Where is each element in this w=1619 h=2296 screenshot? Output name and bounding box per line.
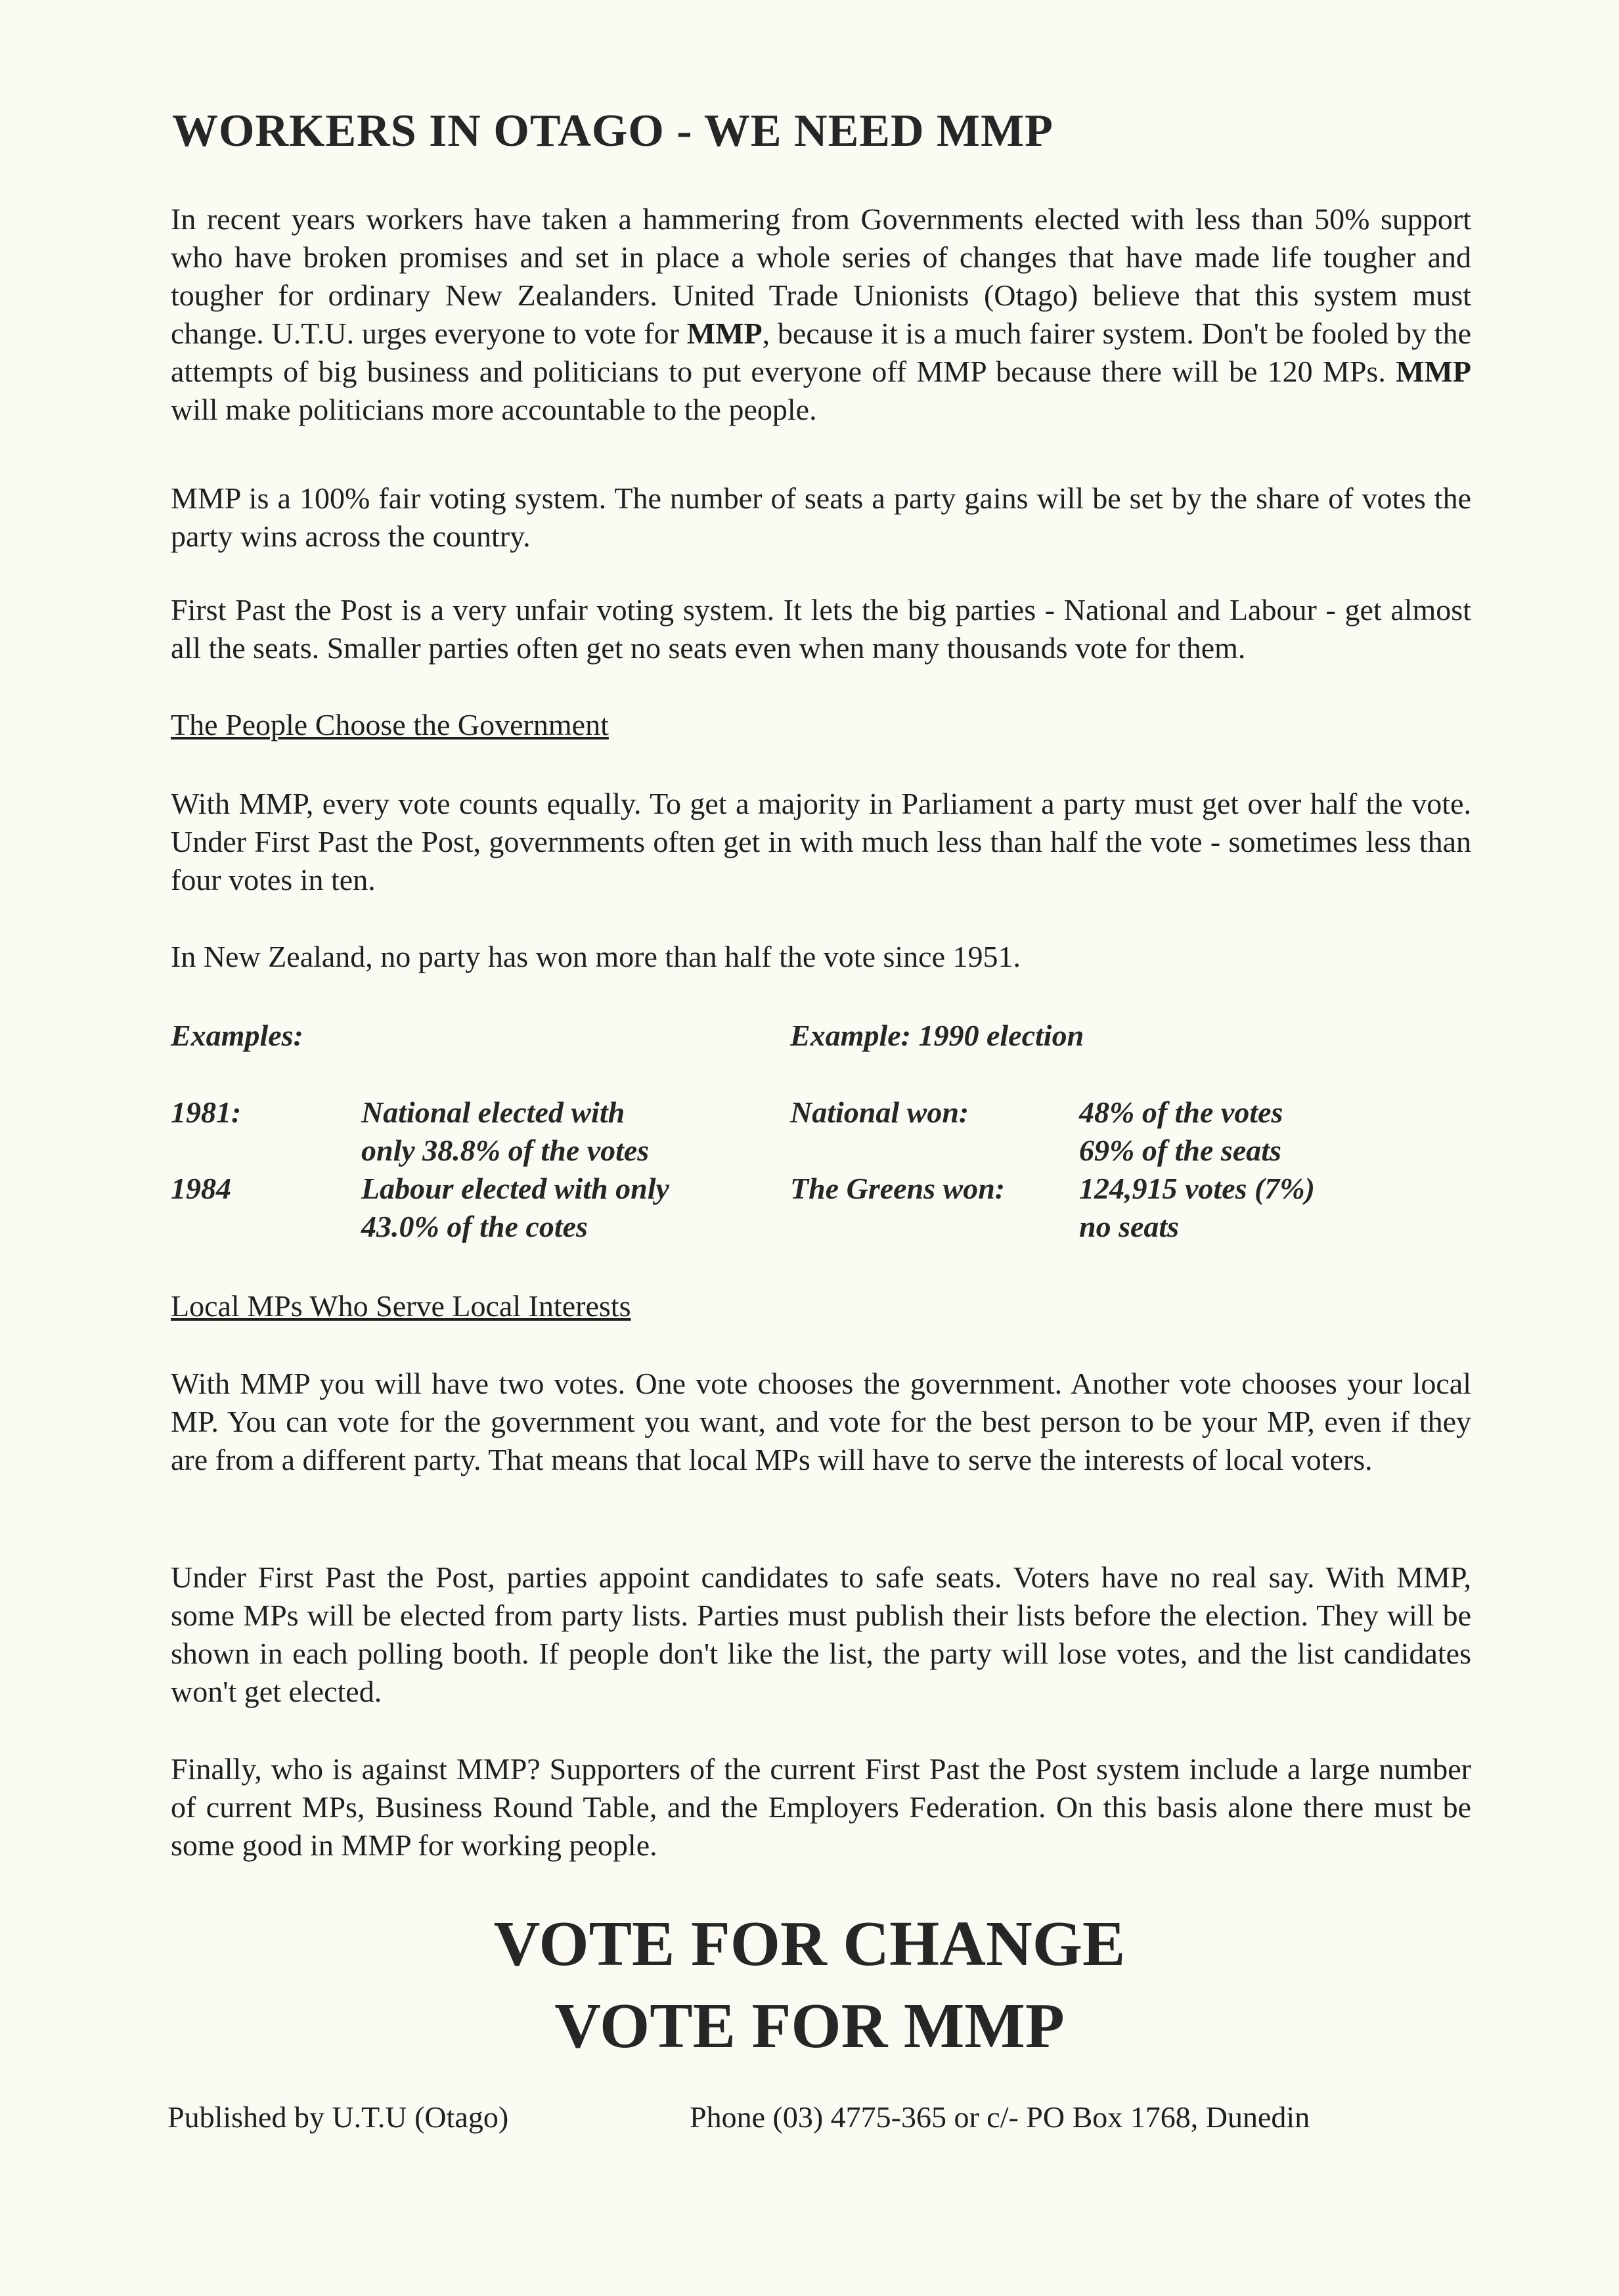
example-national-label: National won: xyxy=(790,1095,969,1129)
every-vote-paragraph: With MMP, every vote counts equally. To get a majority in Parliament a party must get over half the vote. Under First Past the Post, governments often get in with much less than half the vote - sometimes less than four votes in ten. xyxy=(171,787,1471,896)
slogan-line-2: VOTE FOR MMP xyxy=(554,1991,1065,2062)
section-heading-local-mps: Local MPs Who Serve Local Interests xyxy=(171,1289,631,1323)
example-national-line2: 69% of the seats xyxy=(1079,1134,1281,1167)
mmp-fair-paragraph: MMP is a 100% fair voting system. The number of seats a party gains will be set by the share of votes the party wins across the country. xyxy=(171,481,1471,553)
example-year-1981: 1981: xyxy=(171,1095,242,1129)
slogan-line-1: VOTE FOR CHANGE xyxy=(493,1909,1126,1979)
two-votes-paragraph: With MMP you will have two votes. One vote chooses the government. Another vote chooses your local MP. You can vote for the government you want, and vote for the best person to be your MP, even if they are from a different party. That means that local MPs will have to serve the interests of local voters. xyxy=(171,1367,1471,1476)
intro-text-e: will make politicians more accountable to the people. xyxy=(171,393,817,426)
intro-text-c: , because it is a much fairer system. Don't be fooled by the attempts of big business and politicians to put everyone off MMP because there will be 120 MPs. xyxy=(171,317,1471,388)
example-greens-line1: 124,915 votes (7%) xyxy=(1079,1172,1315,1205)
intro-paragraph xyxy=(171,200,1471,429)
example-1984-line1: Labour elected with only xyxy=(361,1172,669,1205)
footer-publisher: Published by U.T.U (Otago) xyxy=(167,2100,509,2134)
example-1981-line2: only 38.8% of the votes xyxy=(361,1134,650,1167)
example-1990-heading: Example: 1990 election xyxy=(790,1019,1084,1052)
example-1984-line2: 43.0% of the cotes xyxy=(361,1210,588,1243)
party-lists-paragraph: Under First Past the Post, parties appoint candidates to safe seats. Voters have no real say. With MMP, some MPs will be elected from party lists. Parties must publish their lists before the election. They will be shown in each polling booth. If people don't like the list, the party will lose votes, and the list candidates won't get elected. xyxy=(171,1560,1471,1708)
example-greens-line2: no seats xyxy=(1079,1210,1180,1243)
page-title: WORKERS IN OTAGO - WE NEED MMP xyxy=(172,106,1053,156)
example-national-line1: 48% of the votes xyxy=(1079,1095,1283,1129)
intro-mmp-bold-1: MMP xyxy=(686,317,763,350)
example-greens-label: The Greens won: xyxy=(790,1172,1006,1205)
intro-text-a: In recent years workers have taken a hammering from Governments elected with less than 50% support who have broken promises and set in place a whole series of changes that have made life tougher and tougher for ordinary New Zealanders. United Trade Unionists (Otago) believe that this system must change. U.T.U. urges everyone to vote for xyxy=(171,202,1471,350)
footer-contact: Phone (03) 4775-365 or c/- PO Box 1768, Dunedin xyxy=(690,2100,1310,2134)
fpp-unfair-paragraph: First Past the Post is a very unfair voting system. It lets the big parties - National and Labour - get almost all the seats. Smaller parties often get no seats even when many thousands vote for them. xyxy=(171,593,1471,665)
examples-heading: Examples: xyxy=(171,1019,303,1052)
since-1951-paragraph: In New Zealand, no party has won more than half the vote since 1951. xyxy=(171,940,1021,973)
who-is-against-paragraph: Finally, who is against MMP? Supporters of the current First Past the Post system include a large number of current MPs, Business Round Table, and the Employers Federation. On this basis alone there must be some good in MMP for working people. xyxy=(171,1752,1471,1862)
intro-mmp-bold-2: MMP xyxy=(1396,355,1471,388)
example-1981-line1: National elected with xyxy=(361,1095,625,1129)
section-heading-people-choose: The People Choose the Government xyxy=(171,708,609,741)
example-year-1984: 1984 xyxy=(171,1172,231,1205)
